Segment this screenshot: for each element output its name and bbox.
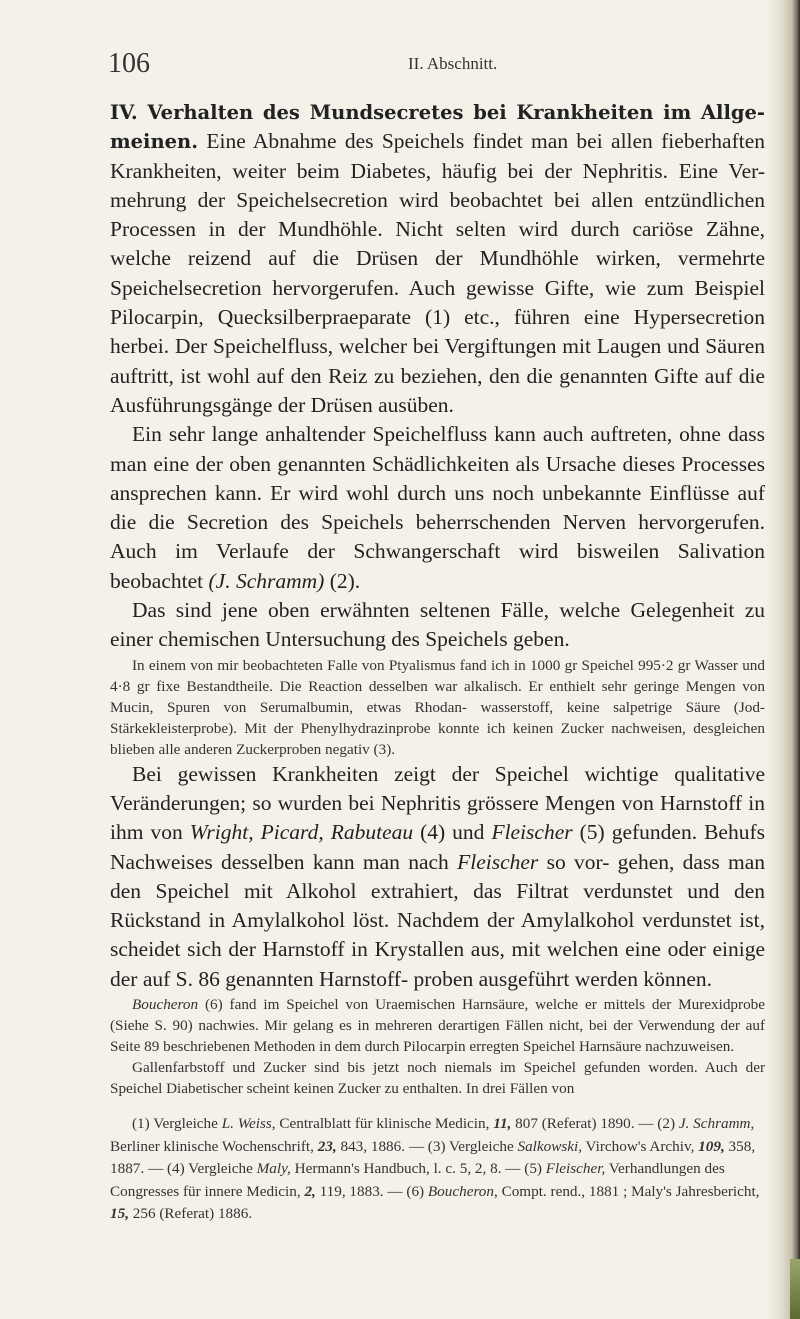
section-heading: IV. Verhalten des Mundsecretes bei Krankheiten im Allge- meinen. bbox=[110, 101, 765, 154]
small-print-gallenfarbstoff: Gallenfarbstoff und Zucker sind bis jetzt noch niemals im Speichel gefunden worden. Auch der Speichel Diabetischer scheint keinen Zucker zu enthalten. In drei Fällen von bbox=[110, 1059, 765, 1098]
citation-schramm: (J. Schramm) bbox=[208, 568, 325, 593]
footnotes bbox=[110, 1113, 765, 1226]
section-title: II. Abschnitt. bbox=[408, 54, 498, 73]
page-number: 106 bbox=[108, 48, 150, 79]
citation-boucheron: Boucheron bbox=[132, 996, 199, 1014]
footnote-text: (1) Vergleiche L. Weiss, Centralblatt für klinische Medicin, 11, 807 (Referat) 1890. — (2) J. Schramm, Berliner klinische Wochenschrift, 23, 843, 1886. — (3) Vergleiche Salkowski, Virchow's Archiv, 109, 358, 1887. — (4) Vergleiche Maly, Hermann's Handbuch, l. c. 5, 2, 8. — (5) Fleischer, Verhandlungen des Congresses für innere Medicin, 2, 119, 1883. — (6) Boucheron, Compt. rend., 1881 ; Maly's Jahresbericht, 15, 256 (Referat) 1886. bbox=[110, 1115, 760, 1223]
page-edge-mark bbox=[790, 1259, 800, 1319]
paragraph-4: Bei gewissen Krankheiten zeigt der Speichel wichtige qualitative Veränderungen; so wurden bei Nephritis grössere Mengen von Harnstoff in ihm von Wright, Picard, Rabuteau (4) und Fleischer (5) gefunden. Behufs Nachweises desselben kann man nach Fleischer so vor- gehen, dass man den Speichel mit Alkohol extrahiert, das Filtrat verdunstet und den Rückstand in Amylalkohol löst. Nachdem der Amylalkohol verdunstet ist, scheidet sich der Harnstoff in Krystallen aus, mit welchen eine oder einige der auf S. 86 genannten Harnstoff- proben ausgeführt werden können. bbox=[110, 761, 765, 991]
small-print-case-report: In einem von mir beobachteten Falle von Ptyalismus fand ich in 1000 gr Speichel 995·2 gr Wasser und 4·8 gr fixe Bestandtheile. Die Reaction desselben war alkalisch. Er enthielt sehr geringe Mengen von Mucin, Spuren von Serumalbumin, etwas Rhodan- wasserstoff, keine salpetrige Säure (Jod-Stärkekleisterprobe). Mit der Phenylhydrazinprobe konnte ich keinen Zucker nachweisen, desgleichen blieben alle anderen Zuckerproben negativ (3). bbox=[110, 656, 765, 758]
running-header bbox=[108, 48, 758, 88]
citation-wright: Wright, Picard, Rabuteau bbox=[189, 820, 414, 845]
citation-fleischer-2: Fleischer bbox=[457, 849, 539, 874]
book-spine-shadow bbox=[766, 0, 800, 1319]
paragraph-1: IV. Verhalten des Mundsecretes bei Krankheiten im Allge- meinen. Eine Abnahme des Speichels findet man bei allen fieberhaften Krankheiten, weiter beim Diabetes, häufig bei der Nephritis. Eine Ver- mehrung der Speichelsecretion wird beobachtet bei allen entzündlichen Processen in der Mundhöhle. Nicht selten wird durch cariöse Zähne, welche reizend auf die Drüsen der Mundhöhle wirken, vermehrte Speichelsecretion hervorgerufen. Auch gewisse Gifte, wie zum Beispiel Pilocarpin, Quecksilberpraeparate (1) etc., führen eine Hypersecretion herbei. Der Speichelfluss, welcher bei Vergiftungen mit Laugen und Säuren auftritt, ist wohl auf den Reiz zu beziehen, den die genannten Gifte auf die Ausführungsgänge der Drüsen ausüben. bbox=[110, 101, 765, 417]
paragraph-3: Das sind jene oben erwähnten seltenen Fälle, welche Gelegenheit zu einer chemischen Untersuchung des Speichels geben. bbox=[110, 598, 765, 652]
small-print-boucheron: Boucheron (6) fand im Speichel von Uraemischen Harnsäure, welche er mittels der Murexidprobe (Siehe S. 90) nachwies. Mir gelang es in mehreren derartigen Fällen nicht, bei der Verwendung der auf Seite 89 beschriebenen Methoden in dem durch Pilocarpin erregten Speichel Harnsäure nachzuweisen. bbox=[110, 996, 765, 1056]
paragraph-2: Ein sehr lange anhaltender Speichelfluss kann auch auftreten, ohne dass man eine der oben genannten Schädlichkeiten als Ursache dieses Processes ansprechen kann. Er wird wohl durch uns noch unbekannte Einflüsse auf die die Secretion des Speichels beherrschenden Nerven hervorgerufen. Auch im Verlaufe der Schwangerschaft wird bisweilen Salivation beobachtet (J. Schramm) (2). bbox=[110, 422, 765, 593]
page-body bbox=[110, 98, 765, 1226]
citation-fleischer: Fleischer bbox=[491, 820, 573, 845]
